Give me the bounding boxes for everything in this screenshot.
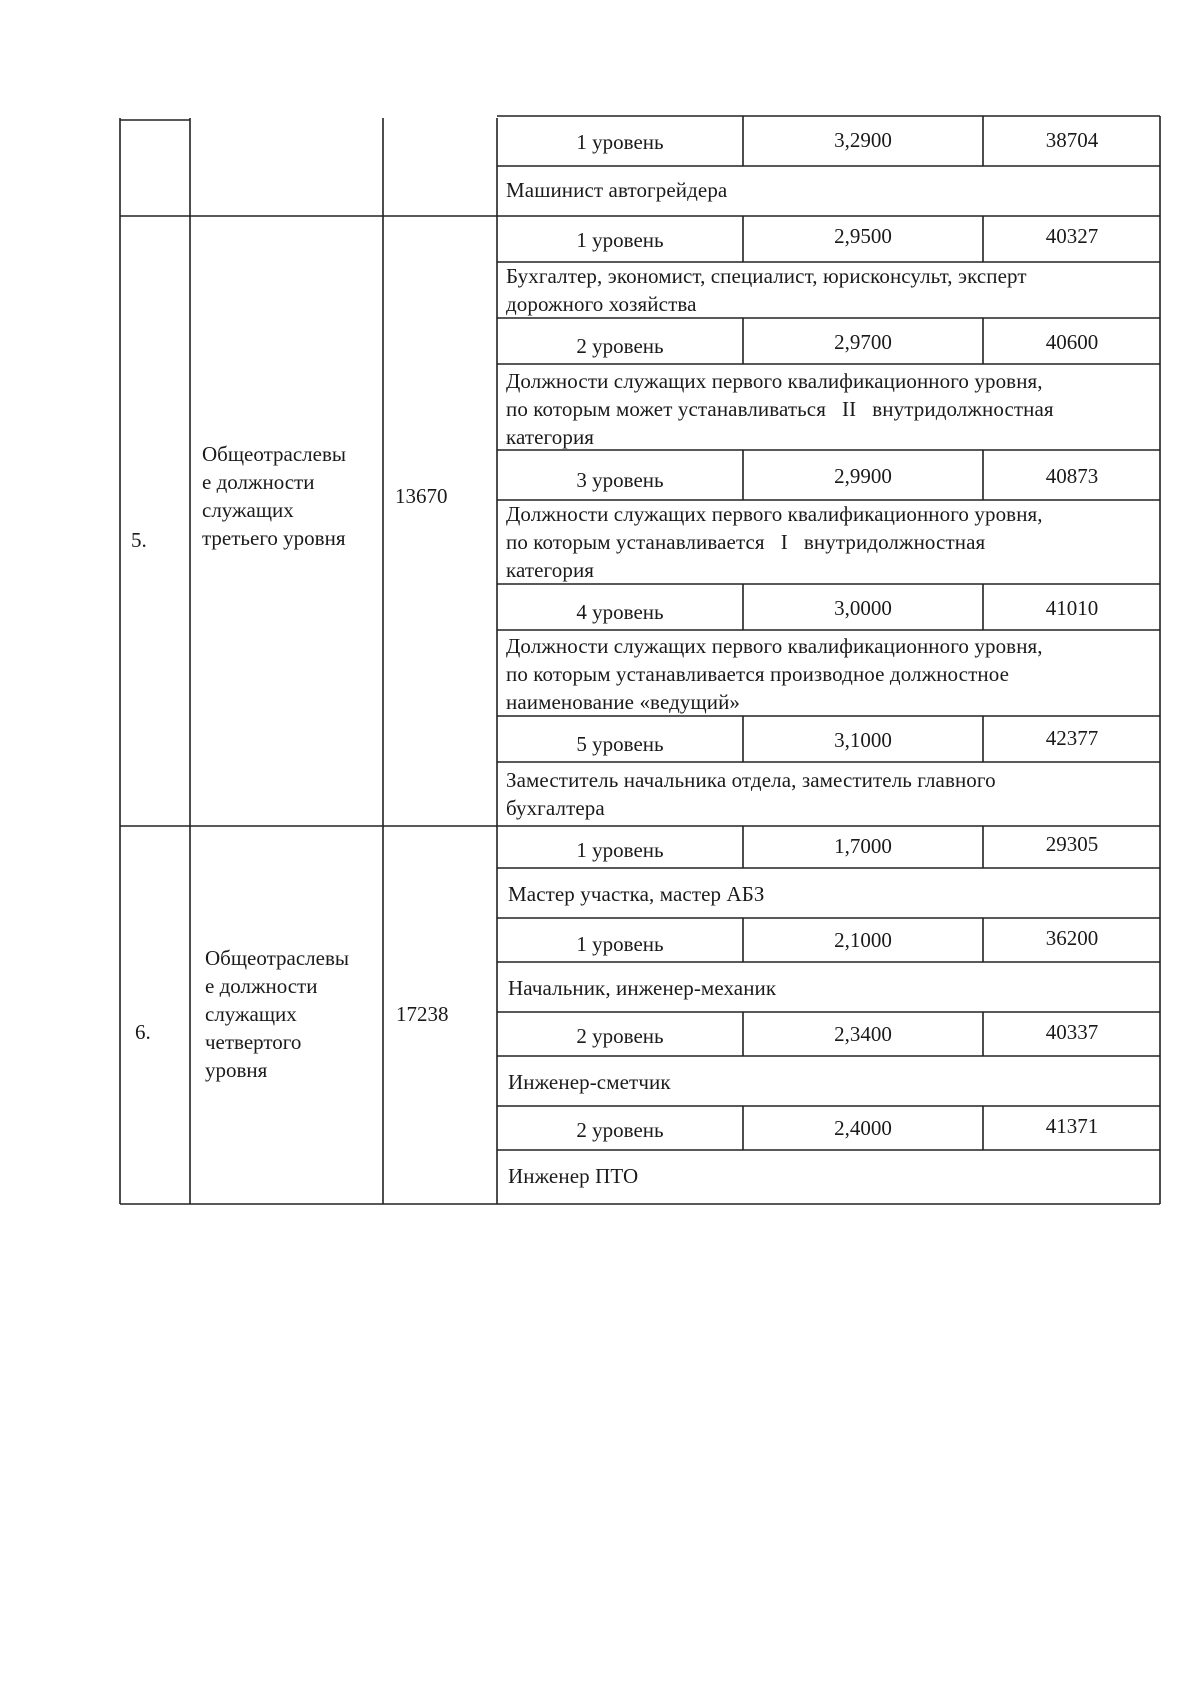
coefficient-cell: 2,4000 <box>834 1116 892 1140</box>
group-name-line: е должности <box>205 974 318 998</box>
position-line: бухгалтера <box>506 796 605 820</box>
position-line: наименование «ведущий» <box>506 690 741 714</box>
coefficient-cell: 2,3400 <box>834 1022 892 1046</box>
coefficient-cell: 2,9500 <box>834 224 892 248</box>
level-cell: 3 уровень <box>576 468 664 492</box>
level-cell: 1 уровень <box>576 130 664 154</box>
group-name-line: третьего уровня <box>202 526 346 550</box>
level-cell: 5 уровень <box>576 732 664 756</box>
level-cell: 4 уровень <box>576 600 664 624</box>
position-line: Должности служащих первого квалификационного уровня, <box>506 502 1043 526</box>
coefficient-cell: 3,1000 <box>834 728 892 752</box>
salary-cell: 42377 <box>1045 726 1099 750</box>
position-cell: Машинист автогрейдера <box>506 178 728 202</box>
position-cell: Начальник, инженер-механик <box>508 976 777 1000</box>
position-line: Должности служащих первого квалификационного уровня, <box>506 369 1043 393</box>
position-line: Бухгалтер, экономист, специалист, юрисконсульт, эксперт <box>506 264 1027 288</box>
coefficient-cell: 1,7000 <box>834 834 892 858</box>
group-name-line: служащих <box>205 1002 297 1026</box>
group-number: 6. <box>135 1020 151 1044</box>
position-line: категория <box>506 425 595 449</box>
position-line: по которым устанавливается производное должностное <box>506 662 1009 686</box>
coefficient-cell: 2,1000 <box>834 928 892 952</box>
level-cell: 2 уровень <box>576 1024 664 1048</box>
position-line: дорожного хозяйства <box>506 292 697 316</box>
position-line: по которым может устанавливаться II внутридолжностная <box>506 397 1054 421</box>
group-name-line: Общеотраслевы <box>205 946 349 970</box>
position-cell <box>506 500 1156 584</box>
level-cell: 2 уровень <box>576 1118 664 1142</box>
position-line: Должности служащих первого квалификационного уровня, <box>506 634 1043 658</box>
group-name-line: Общеотраслевы <box>202 442 346 466</box>
salary-cell: 38704 <box>1045 128 1099 152</box>
salary-cell: 40327 <box>1045 224 1099 248</box>
position-line: по которым устанавливается I внутридолжностная <box>506 530 986 554</box>
coefficient-cell: 3,0000 <box>834 596 892 620</box>
salary-cell: 41371 <box>1045 1114 1099 1138</box>
salary-cell: 36200 <box>1045 926 1099 950</box>
level-cell: 1 уровень <box>576 932 664 956</box>
salary-cell: 40873 <box>1045 464 1099 488</box>
level-cell: 2 уровень <box>576 334 664 358</box>
coefficient-cell: 2,9900 <box>834 464 892 488</box>
level-cell: 1 уровень <box>576 228 664 252</box>
group-name <box>202 440 378 552</box>
salary-cell: 41010 <box>1045 596 1099 620</box>
base-salary: 17238 <box>396 1002 449 1026</box>
group-name <box>205 944 381 1084</box>
group-name-line: е должности <box>202 470 315 494</box>
coefficient-cell: 3,2900 <box>834 128 892 152</box>
salary-cell: 40337 <box>1045 1020 1099 1044</box>
position-cell: Инженер-сметчик <box>508 1070 671 1094</box>
position-cell <box>506 367 1156 451</box>
level-cell: 1 уровень <box>576 838 664 862</box>
group-number: 5. <box>131 528 147 552</box>
position-cell: Инженер ПТО <box>508 1164 639 1188</box>
group-name-line: уровня <box>205 1058 268 1082</box>
position-cell <box>506 632 1156 716</box>
coefficient-cell: 2,9700 <box>834 330 892 354</box>
position-cell: Мастер участка, мастер АБЗ <box>508 882 765 906</box>
salary-cell: 40600 <box>1045 330 1099 354</box>
group-name-line: служащих <box>202 498 294 522</box>
position-line: Заместитель начальника отдела, заместитель главного <box>506 768 996 792</box>
position-cell <box>506 766 1156 822</box>
position-line: категория <box>506 558 595 582</box>
group-name-line: четвертого <box>205 1030 302 1054</box>
salary-cell: 29305 <box>1045 832 1099 856</box>
base-salary: 13670 <box>395 484 448 508</box>
position-cell <box>506 262 1156 318</box>
